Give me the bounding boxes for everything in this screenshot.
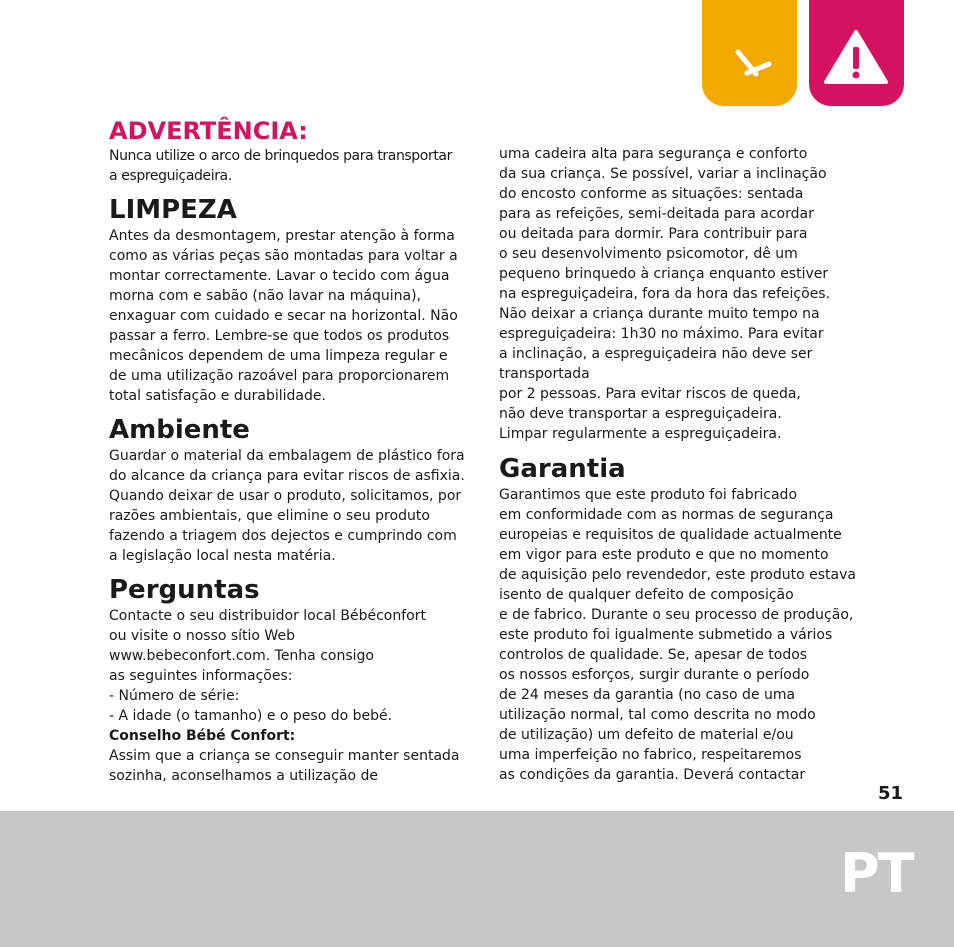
warning-triangle-icon: [809, 0, 904, 106]
section-limpeza: [109, 196, 489, 406]
ambiente-title: Ambiente: [109, 415, 250, 445]
garantia-title: Garantia: [499, 454, 626, 484]
garantia-text: Garantimos que este produto foi fabricado em conformidade com as normas de segurança europeias e requisitos de qualidade actualmente em vigor para este produto e que no momento de aquisição pelo revendedor, este produto estava isento de qualquer defeito de composição e de fabrico. Durante o seu processo de produção, este produto foi igualmente submetido a vários controlos de qualidade. Se, apesar de todos os nossos esforços, surgir durante o período de 24 meses da garantia (no caso de uma utilização normal, tal como descrita no modo de utilização) um defeito de material e/ou uma imperfeição no fabrico, respeitaremos as condições da garantia. Deverá contactar: [499, 486, 856, 783]
advice-label-text: Conselho Bébé Confort:: [109, 727, 296, 744]
advice-text: Assim que a criança se conseguir manter sentada sozinha, aconselhamos a utilização de: [109, 747, 460, 784]
section-perguntas: [109, 576, 489, 786]
language-code: PT: [840, 842, 913, 905]
page-number: 51: [878, 783, 904, 804]
perguntas-title: Perguntas: [109, 575, 260, 605]
warning-tab: [809, 0, 904, 106]
right-column-text: uma cadeira alta para segurança e conforto da sua criança. Se possível, variar a inclinação do encosto conforme as situações: sentada para as refeições, semi-deitada para acordar ou deitada para dormir. Para contribuir para o seu desenvolvimento psicomotor, dê um pequeno brinquedo à criança enquanto estiver na espreguiçadeira, fora da hora das refeições. Não deixar a criança durante muito tempo na espreguiçadeira: 1h30 no máximo. Para evitar a inclinação, a espreguiçadeira não deve ser transportada por 2 pessoas. Para evitar riscos de queda, não deve transportar a espreguiçadeira. Limpar regularmente a espreguiçadeira.: [499, 146, 831, 442]
advice-label: [109, 726, 489, 746]
ambiente-text: Guardar o material da embalagem de plástico fora do alcance da criança para evitar riscos de asfixia. Quando deixar de usar o produto, solicitamos, por razões ambientais, que elimine o seu produto fazendo a triagem dos dejectos e cumprindo com a legislação local nesta matéria.: [109, 447, 465, 564]
section-ambiente: [109, 416, 489, 566]
tool-tab: [702, 0, 797, 106]
warning-text: Nunca utilize o arco de brinquedos para transportar a espreguiçadeira.: [109, 148, 452, 184]
section-garantia: [499, 455, 869, 785]
tool-icon: [702, 0, 797, 106]
footer-band: [0, 811, 954, 947]
limpeza-text: Antes da desmontagem, prestar atenção à forma como as várias peças são montadas para voltar a montar correctamente. Lavar o tecido com água morna com e sabão (não lavar na máquina), enxaguar com cuidado e secar na horizontal. Não passar a ferro. Lembre-se que todos os produtos mecânicos dependem de uma limpeza regular e de uma utilização razoável para proporcionarem total satisfação e durabilidade.: [109, 227, 458, 404]
warning-title: ADVERTÊNCIA:: [109, 117, 308, 145]
perguntas-text: Contacte o seu distribuidor local Bébéconfort ou visite o nosso sítio Web www.bebeconfort.com. Tenha consigo as seguintes informações: - Número de série: - A idade (o tamanho) e o peso do bebé.: [109, 607, 426, 724]
limpeza-title: LIMPEZA: [109, 195, 237, 225]
